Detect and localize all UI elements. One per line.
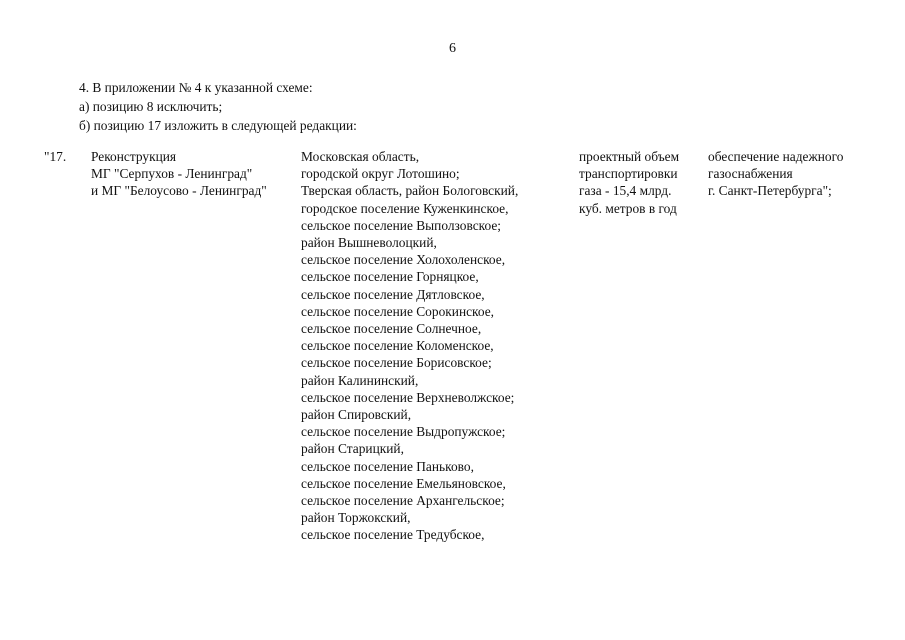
location-line: Московская область,: [301, 149, 420, 164]
position-number: "17.: [44, 149, 67, 164]
capacity-line: куб. метров в год: [579, 200, 677, 216]
intro-line-heading: 4. В приложении № 4 к указанной схеме:: [79, 80, 313, 95]
location-line: район Вышневолоцкий,: [301, 235, 437, 251]
location-line: сельское поселение Выдропужское;: [301, 424, 506, 440]
location-line: район Калининский,: [301, 372, 419, 388]
location-line: сельское поселение Выползовское;: [301, 217, 501, 233]
location-line: сельское поселение Паньково,: [301, 458, 474, 474]
location-line: сельское поселение Солнечное,: [301, 321, 482, 337]
location-line: сельское поселение Емельяновское,: [301, 475, 506, 491]
capacity-line: проектный объем: [579, 149, 680, 164]
intro-line-item-a: а) позицию 8 исключить;: [79, 99, 223, 114]
object-name-line: Реконструкция: [91, 149, 177, 164]
location-line: район Спировский,: [301, 407, 412, 423]
location-line: сельское поселение Коломенское,: [301, 338, 494, 354]
object-name-cell: [91, 148, 267, 200]
location-line: сельское поселение Холохоленское,: [301, 252, 506, 268]
location-line: район Торжокский,: [301, 510, 411, 526]
capacity-line: газа - 15,4 млрд.: [579, 183, 672, 199]
purpose-line: г. Санкт-Петербурга";: [708, 183, 832, 199]
object-name-line: МГ "Серпухов - Ленинград": [91, 166, 253, 182]
location-line: сельское поселение Тредубское,: [301, 527, 485, 543]
capacity-line: транспортировки: [579, 166, 678, 182]
location-line: район Старицкий,: [301, 441, 404, 457]
object-name-line: и МГ "Белоусово - Ленинград": [91, 183, 267, 199]
amendment-intro: [79, 78, 779, 135]
intro-line-item-b: б) позицию 17 изложить в следующей редакции:: [79, 118, 357, 133]
page-number: 6: [449, 41, 456, 56]
location-line: городское поселение Куженкинское,: [301, 200, 509, 216]
location-line: сельское поселение Дятловское,: [301, 286, 485, 302]
purpose-cell: [708, 148, 843, 200]
capacity-cell: [579, 148, 679, 217]
purpose-line: газоснабжения: [708, 166, 793, 182]
location-line: сельское поселение Верхневолжское;: [301, 389, 515, 405]
purpose-line: обеспечение надежного: [708, 149, 844, 164]
location-line: сельское поселение Горняцкое,: [301, 269, 479, 285]
location-line: Тверская область, район Бологовский,: [301, 183, 519, 199]
location-line: сельское поселение Архангельское;: [301, 493, 505, 509]
location-cell: [301, 148, 518, 544]
location-line: сельское поселение Сорокинское,: [301, 303, 495, 319]
location-line: сельское поселение Борисовское;: [301, 355, 492, 371]
location-line: городской округ Лотошино;: [301, 166, 460, 182]
